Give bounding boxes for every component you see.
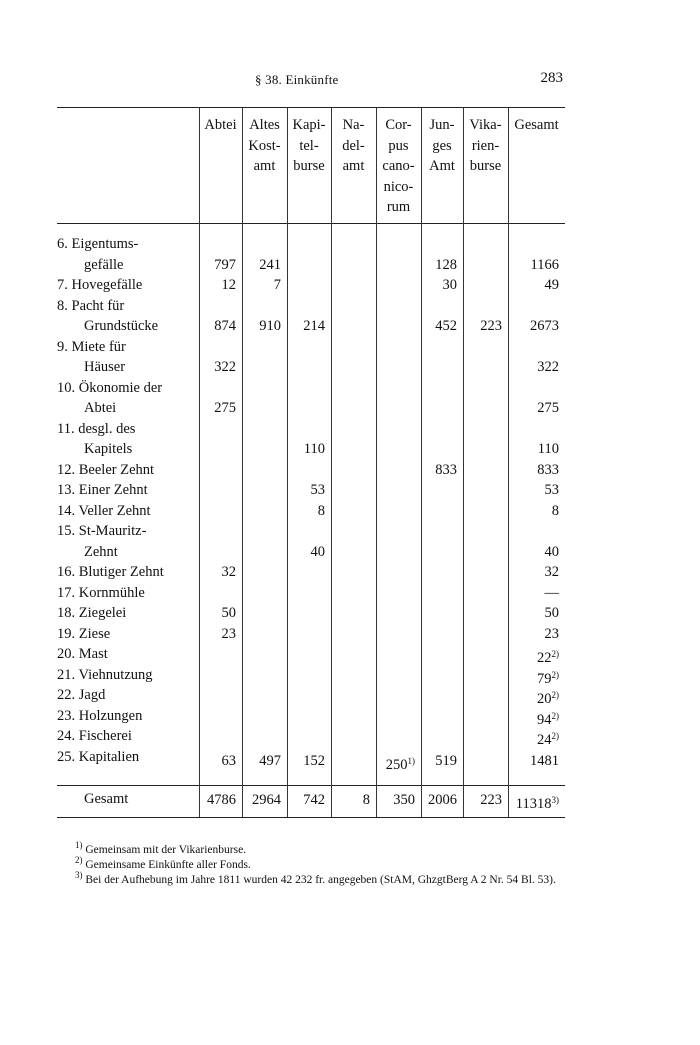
- table-cell: 8: [317, 502, 325, 519]
- column-header-line: ges: [432, 137, 452, 154]
- row-label: 18. Ziegelei: [57, 605, 127, 621]
- page-number: 283: [540, 70, 563, 86]
- column-header-junges: [421, 115, 463, 177]
- column-header-line: cano-: [382, 158, 415, 174]
- cell-value: 11318: [515, 796, 552, 812]
- cell-value: 94: [537, 711, 552, 728]
- column-header-gesamt: [508, 115, 565, 136]
- table-cell: 1166: [530, 256, 559, 273]
- row-label: 13. Einer Zehnt: [57, 482, 148, 498]
- table-cell: 23: [544, 625, 559, 642]
- footnote-text: Gemeinsame Einkünfte aller Fonds.: [82, 859, 251, 871]
- column-separator: [331, 223, 332, 785]
- row-label: 21. Viehnutzung: [57, 666, 153, 683]
- table-cell: 32: [221, 564, 236, 580]
- table-cell: 214: [303, 318, 325, 334]
- row-label: 24. Fischerei: [57, 728, 132, 744]
- cell-value: 79: [537, 670, 552, 687]
- row-label: gefälle: [84, 256, 124, 273]
- cell-value: 20: [537, 691, 552, 707]
- table-top-rule: [57, 107, 565, 108]
- row-label: 20. Mast: [57, 646, 108, 662]
- table-cell: 40: [310, 543, 325, 560]
- total-cell: 223: [480, 792, 502, 808]
- column-header-line: rum: [386, 199, 411, 215]
- table-cell: 110: [537, 441, 559, 457]
- row-label: Kapitels: [84, 441, 133, 457]
- total-label: Gesamt: [84, 791, 129, 807]
- table-cell: 8: [551, 502, 559, 519]
- table-bottom-rule: [57, 817, 565, 818]
- table-cell: 32: [544, 564, 559, 580]
- table-cell: 7: [273, 277, 281, 293]
- table-cell: 833: [537, 461, 559, 478]
- table-cell: 23: [221, 625, 236, 642]
- table-cell: 49: [544, 277, 559, 293]
- table-cell: 1481: [530, 752, 559, 769]
- cell-value: 24: [537, 732, 552, 748]
- table-cell: 63: [221, 752, 236, 769]
- table-cell: 223: [480, 318, 502, 334]
- column-header-line: Jun-: [429, 117, 455, 133]
- column-header-line: Na-: [342, 117, 365, 133]
- footnote-mark: 1): [407, 755, 415, 766]
- row-label: 9. Miete für: [57, 338, 126, 355]
- column-header-line: Gesamt: [514, 117, 559, 133]
- table-cell: 497: [259, 752, 281, 769]
- column-header-corpus: [376, 115, 421, 218]
- running-header-title: § 38. Einkünfte: [255, 72, 339, 87]
- footnote-mark: 2): [551, 669, 559, 680]
- table-cell: 30: [442, 277, 457, 293]
- table-cell: 275: [537, 400, 559, 416]
- column-header-line: tel-: [299, 137, 319, 154]
- footnote-mark: 1): [75, 840, 83, 850]
- row-label: 23. Holzungen: [57, 707, 143, 724]
- column-header-line: amt: [342, 158, 365, 174]
- table-cell: 797: [214, 256, 236, 273]
- table-cell: 50: [221, 605, 236, 621]
- column-header-altes: [242, 115, 287, 177]
- column-header-line: rien-: [471, 137, 500, 154]
- total-cell: 742: [303, 792, 325, 808]
- table-cell: 12: [221, 277, 236, 293]
- row-label: 7. Hovegefälle: [57, 277, 143, 293]
- table-cell: 152: [303, 752, 325, 769]
- table-cell: 50: [544, 605, 559, 621]
- row-label: 12. Beeler Zehnt: [57, 461, 155, 478]
- total-cell: 2964: [252, 792, 281, 808]
- total-cell: 350: [393, 792, 415, 808]
- column-header-line: Abtei: [204, 117, 237, 133]
- table-cell: 241: [259, 256, 281, 273]
- cell-value: 22: [537, 650, 552, 666]
- table-cell: [508, 726, 559, 751]
- total-cell: 4786: [207, 792, 236, 808]
- row-label: 11. desgl. des: [57, 420, 136, 437]
- column-separator: [376, 223, 377, 785]
- column-header-line: Vika-: [469, 117, 502, 133]
- column-header-line: Altes: [249, 117, 280, 133]
- row-label: 6. Eigentums-: [57, 236, 139, 252]
- footnote-mark: 2): [551, 649, 559, 659]
- footnote-mark: 3): [75, 870, 83, 880]
- table-cell: 53: [310, 482, 325, 498]
- column-separator: [199, 223, 200, 785]
- column-header-line: Cor-: [385, 117, 412, 133]
- column-header-line: burse: [469, 158, 502, 174]
- column-header-kapitel: [287, 115, 331, 177]
- footnote-mark: 2): [551, 690, 559, 700]
- table-header-rule: [57, 223, 565, 224]
- table-cell: 110: [303, 441, 325, 457]
- table-cell: 833: [435, 461, 457, 478]
- column-separator: [421, 223, 422, 785]
- footnote-mark: 2): [551, 710, 559, 721]
- table-cell: 128: [435, 256, 457, 273]
- column-header-vikarien: [463, 115, 508, 177]
- footnote: [57, 868, 567, 888]
- column-header-line: del-: [342, 137, 365, 154]
- footnote-text: Gemeinsam mit der Vikarienburse.: [82, 844, 247, 856]
- column-header-line: nico-: [383, 178, 414, 195]
- footnote-mark: 3): [551, 795, 559, 805]
- row-label: Grundstücke: [84, 318, 159, 334]
- table-cell: 519: [435, 752, 457, 769]
- total-cell: 2006: [428, 792, 457, 808]
- footnote-mark: 2): [551, 731, 559, 741]
- total-cell: [508, 790, 559, 815]
- column-header-line: Kapi-: [292, 117, 326, 133]
- column-header-abtei: [199, 115, 242, 136]
- row-label: 25. Kapitalien: [57, 748, 140, 765]
- table-cell: 910: [259, 318, 281, 334]
- column-separator: [463, 223, 464, 785]
- row-label: 16. Blutiger Zehnt: [57, 564, 164, 580]
- row-label: 17. Kornmühle: [57, 584, 145, 601]
- row-label: 14. Veller Zehnt: [57, 502, 151, 519]
- column-separator: [242, 223, 243, 785]
- row-label: Häuser: [84, 359, 126, 375]
- row-label: 15. St-Mauritz-: [57, 523, 147, 539]
- row-label: 8. Pacht für: [57, 297, 125, 314]
- footnote-mark: 2): [75, 855, 83, 865]
- table-cell: 2673: [530, 318, 559, 334]
- column-header-line: Kost-: [248, 137, 281, 154]
- table-cell: 322: [214, 359, 236, 375]
- row-label: 19. Ziese: [57, 625, 111, 642]
- total-cell: 8: [362, 792, 370, 808]
- column-header-line: Amt: [429, 158, 455, 174]
- row-label: Zehnt: [84, 543, 118, 560]
- table-cell: 874: [214, 318, 236, 334]
- footnote-text: Bei der Aufhebung im Jahre 1811 wurden 42 232 fr. angegeben (StAM, GhzgtBerg A 2 Nr. 54 Bl. 53).: [82, 874, 556, 886]
- table-cell: 40: [544, 543, 559, 560]
- cell-value: 250: [385, 756, 408, 773]
- row-label: Abtei: [84, 400, 117, 416]
- table-cell: [376, 751, 415, 776]
- table-cell: 452: [435, 318, 457, 334]
- column-header-line: burse: [293, 158, 325, 174]
- column-header-line: pus: [388, 137, 409, 154]
- row-label: 22. Jagd: [57, 687, 106, 703]
- row-label: 10. Ökonomie der: [57, 379, 163, 396]
- column-header-nadel: [331, 115, 376, 177]
- table-cell: 53: [544, 482, 559, 498]
- table-cell: 275: [214, 400, 236, 416]
- column-header-line: amt: [253, 158, 276, 174]
- table-cell: —: [544, 584, 559, 601]
- table-total-top-rule: [57, 785, 565, 786]
- table-cell: 322: [537, 359, 559, 375]
